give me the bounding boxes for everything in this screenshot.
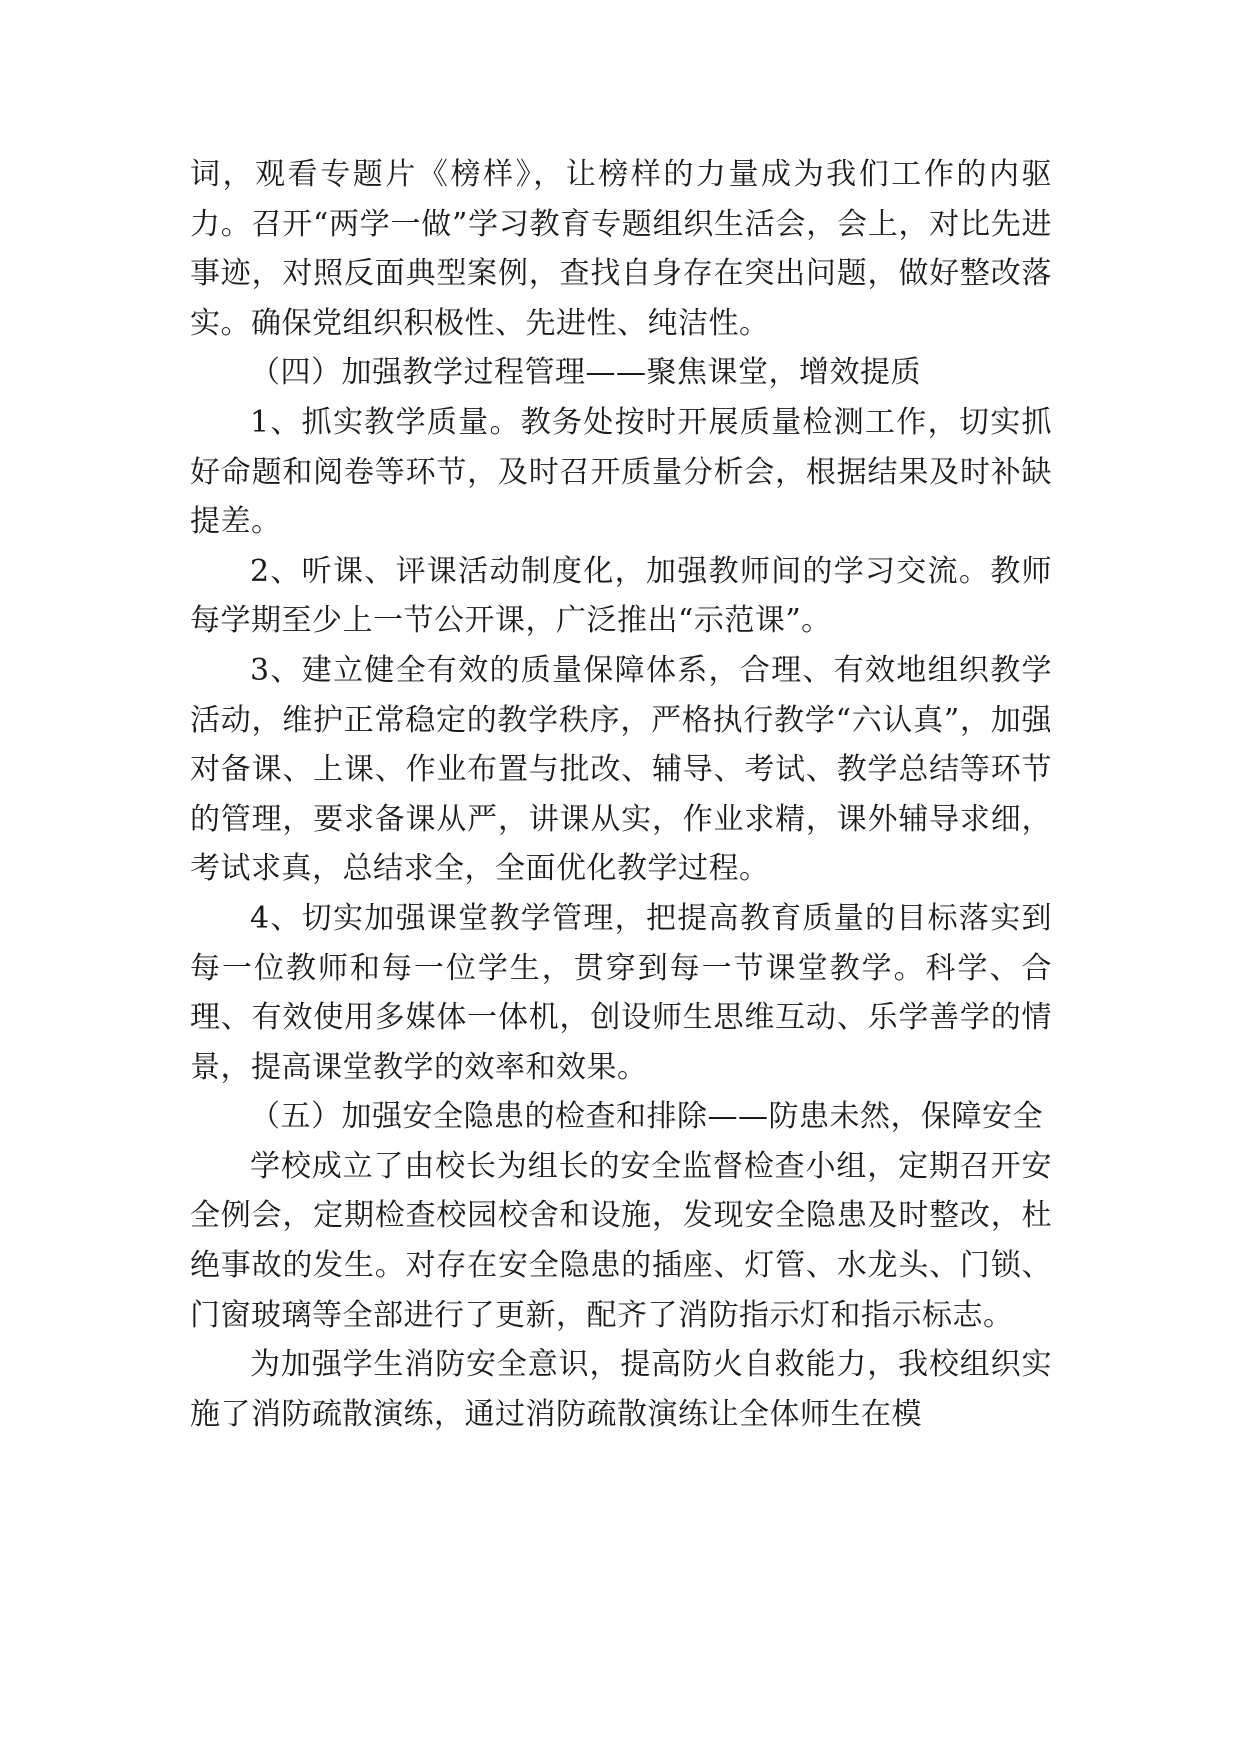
section-heading-5: （五）加强安全隐患的检查和排除——防患未然，保障安全 — [250, 1099, 1043, 1135]
paragraph-item-1: 1、抓实教学质量。教务处按时开展质量检测工作，切实抓好命题和阅卷等环节，及时召开质量分析会，根据结果及时补缺提差。 — [190, 404, 1052, 540]
paragraph-item-2: 2、听课、评课活动制度化，加强教师间的学习交流。教师每学期至少上一节公开课，广泛推出“示范课”。 — [190, 553, 1052, 639]
section-heading-4: （四）加强教学过程管理——聚焦课堂，增效提质 — [250, 355, 921, 391]
paragraph-item-4: 4、切实加强课堂教学管理，把提高教育质量的目标落实到每一位教师和每一位学生，贯穿到每一节课堂教学。科学、合理、有效使用多媒体一体机，创设师生思维互动、乐学善学的情景，提高课堂教学的效率和效果。 — [190, 900, 1052, 1085]
document-body — [190, 150, 1052, 1439]
paragraph-safety-group: 学校成立了由校长为组长的安全监督检查小组，定期召开安全例会，定期检查校园校舍和设施，发现安全隐患及时整改，杜绝事故的发生。对存在安全隐患的插座、灯管、水龙头、门锁、门窗玻璃等全部进行了更新，配齐了消防指示灯和指示标志。 — [190, 1148, 1052, 1333]
paragraph-item-3: 3、建立健全有效的质量保障体系，合理、有效地组织教学活动，维护正常稳定的教学秩序，严格执行教学“六认真”，加强对备课、上课、作业布置与批改、辅导、考试、教学总结等环节的管理，要求备课从严，讲课从实，作业求精，课外辅导求细，考试求真，总结求全，全面优化教学过程。 — [190, 652, 1052, 887]
paragraph-fire-drill: 为加强学生消防安全意识，提高防火自救能力，我校组织实施了消防疏散演练，通过消防疏散演练让全体师生在模 — [190, 1347, 1052, 1432]
paragraph-continuation: 词，观看专题片《榜样》，让榜样的力量成为我们工作的内驱力。召开“两学一做”学习教育专题组织生活会，会上，对比先进事迹，对照反面典型案例，查找自身存在突出问题，做好整改落实。确保党组织积极性、先进性、纯洁性。 — [190, 157, 1052, 341]
